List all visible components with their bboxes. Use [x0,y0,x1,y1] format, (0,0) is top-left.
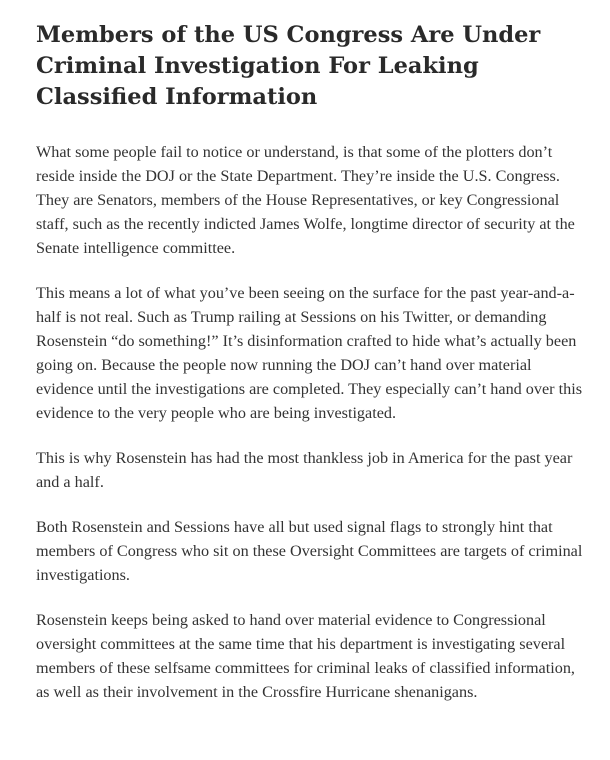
article-paragraph: This is why Rosenstein has had the most thankless job in America for the past year and a half. [36,449,573,491]
article-title: Members of the US Congress Are Under Criminal Investigation For Leaking Classified Information [36,22,541,110]
article-paragraph: What some people fail to notice or understand, is that some of the plotters don’t reside inside the DOJ or the State Department. They’re inside the U.S. Congress. They are Senators, members of the House Representatives, or key Congressional staff, such as the recently indicted James Wolfe, longtime director of security at the Senate intelligence committee. [36,143,575,257]
article-paragraph: Both Rosenstein and Sessions have all but used signal flags to strongly hint that members of Congress who sit on these Oversight Committees are targets of criminal investigations. [36,518,583,584]
article-paragraph: This means a lot of what you’ve been seeing on the surface for the past year-and-a-half is not real. Such as Trump railing at Sessions on his Twitter, or demanding Rosenstein “do something!” It’s disinformation crafted to hide what’s actually been going on. Because the people now running the DOJ can’t hand over material evidence until the investigations are completed. They especially can’t hand over this evidence to the very people who are being investigated. [36,284,583,422]
article-paragraph: Rosenstein keeps being asked to hand over material evidence to Congressional oversight committees at the same time that his department is investigating several members of these selfsame committees for criminal leaks of classified information, as well as their involvement in the Crossfire Hurricane shenanigans. [36,611,575,701]
